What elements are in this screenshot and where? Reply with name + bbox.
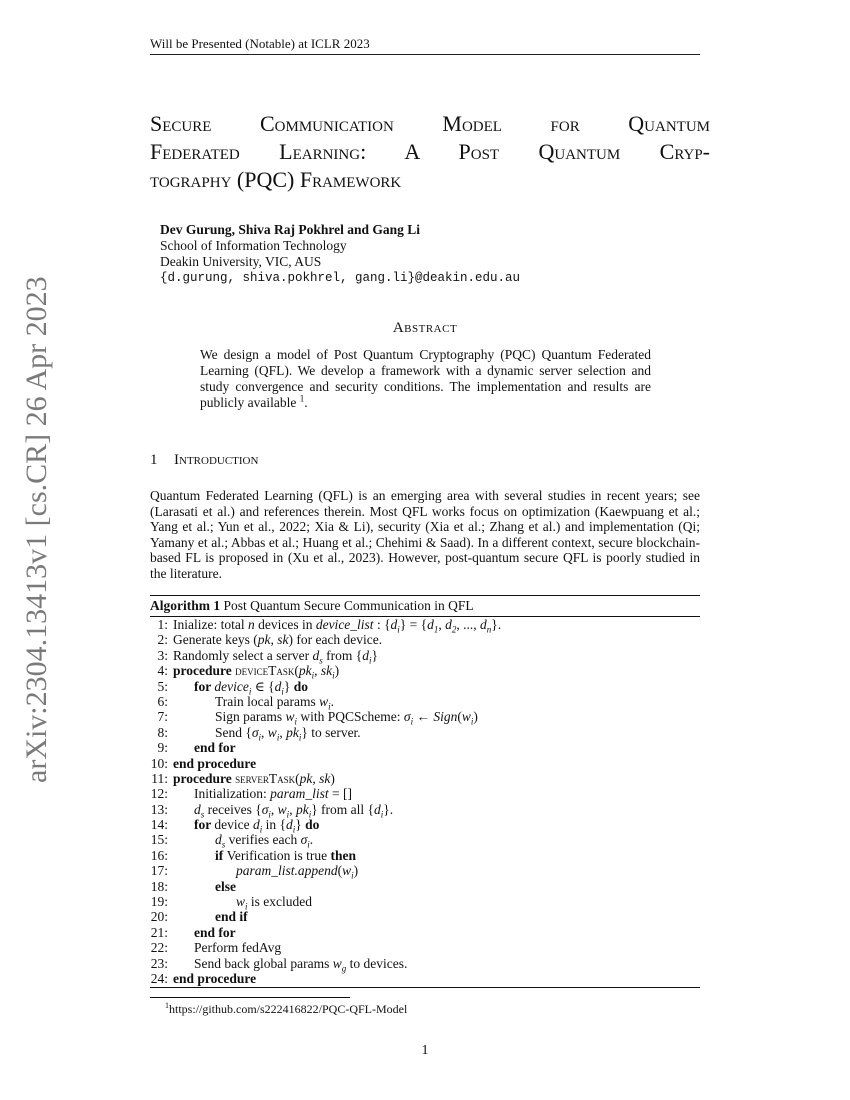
running-header: Will be Presented (Notable) at ICLR 2023 (150, 36, 370, 51)
introduction-paragraph: Quantum Federated Learning (QFL) is an emerging area with several studies in recent years; see (Larasati et al.) and references therein. Most QFL works focus on optimization (Kaewpuang et al.; Yang et al.; Yun et al., 2022; Xia & Li), security (Xia et al.; Zhang et al.) and implementation (Qi; Yamany et al.; Abbas et al.; Huang et al.; Chehimi & Saad). In a different context, secure blockchain-based FL is proposed in (Xu et al., 2023). However, post-quantum secure QFL is poorly studied in the literature. (150, 488, 700, 581)
algorithm-bottom-rule (150, 987, 700, 988)
algorithm-top-rule (150, 595, 700, 596)
author-affiliation: School of Information Technology (160, 238, 347, 253)
algorithm-line-number: 12: (150, 786, 168, 802)
footnote (165, 1002, 407, 1017)
page-number: 1 (421, 1043, 429, 1058)
algorithm-line-number: 22: (150, 940, 168, 956)
algorithm-line-number: 4: (157, 663, 168, 679)
algorithm-line-text: else (215, 878, 236, 894)
algorithm-line (150, 786, 700, 801)
algorithm-line-number: 8: (157, 724, 168, 740)
algorithm-line-text: Inialize: total n devices in device_list : $\{d_i\} = \{d_1$, $d_2$, ..., $d_n$}. (173, 617, 502, 635)
algorithm-line-text: $d_s$ receives {$\sigma_i$, $w_i$, $pk_i$} from all $\{d_i\}$. (194, 801, 394, 820)
algorithm-line-number: 11: (151, 770, 168, 786)
algorithm-line-number: 9: (157, 740, 168, 756)
title-line: Secure Communication Model for Quantum (150, 111, 710, 136)
algorithm-caption-text: Post Quantum Secure Communication in QFL (223, 598, 474, 613)
algorithm-line-text: Sign params $w_i$ with PQCScheme: $\sigma_i$ ← $Sign(w_i)$ (215, 709, 478, 728)
algorithm-line (150, 863, 700, 881)
algorithm-body (150, 617, 700, 986)
algorithm-line (150, 693, 700, 712)
algorithm-line-text: for device$_i$ ∈ $\{d_i\}$ do (194, 678, 308, 697)
paper-title (150, 110, 710, 194)
footnote-marker[interactable]: 1 (299, 393, 305, 404)
footnote-mark: 1 (165, 1001, 169, 1010)
algorithm-line-text: end procedure (173, 755, 257, 771)
algorithm-line-text: Perform fedAvg (194, 940, 282, 956)
algorithm-line-text: procedure $deviceTask(pk_i$, $sk_i$) (173, 663, 340, 681)
algorithm-line (150, 955, 700, 974)
algorithm-caption (150, 598, 474, 614)
algorithm-line (150, 894, 700, 912)
algorithm-line-text: end for (194, 924, 236, 940)
algorithm-line-text: end for (194, 740, 236, 756)
algorithm-line-text: Send {$\sigma_i$, $w_i$, $pk_i$} to server. (215, 724, 361, 743)
algorithm-line (150, 678, 700, 697)
algorithm-line-number: 24: (150, 970, 168, 986)
algorithm-line-text: if Verification is true then (215, 847, 356, 863)
header-rule (150, 54, 700, 55)
algorithm-line-number: 19: (150, 894, 168, 910)
footnote-rule (150, 997, 350, 998)
algorithm-line-text: Initialization: param_list = [] (194, 786, 352, 802)
abstract-heading: Abstract (392, 320, 458, 336)
algorithm-line (150, 709, 700, 728)
algorithm-line (150, 848, 700, 863)
algorithm-line-number: 21: (150, 924, 168, 940)
algorithm-line-text: Generate keys (pk, sk) for each device. (173, 632, 383, 648)
algorithm-line (150, 617, 700, 635)
algorithm-line-number: 13: (150, 801, 168, 817)
algorithm-line (150, 740, 700, 755)
abstract-text: We design a model of Post Quantum Cryptography (PQC) Quantum Federated Learning (QFL). We develop a framework with a dynamic server selection and study convergence and security conditions. The implementation and results are publicly available (200, 347, 651, 410)
section-title: Introduction (174, 452, 259, 468)
algorithm-line (150, 632, 700, 647)
algorithm-line-text: procedure serverTask(pk, sk) (173, 770, 335, 786)
algorithm-line (150, 925, 700, 940)
algorithm-line (150, 817, 700, 835)
algorithm-line-number: 5: (157, 678, 168, 694)
algorithm-line-text: end if (215, 909, 248, 925)
algorithm-line (150, 801, 700, 820)
algorithm-line-text: Send back global params $w_g$ to devices. (194, 955, 408, 974)
section-number: 1 (150, 452, 158, 468)
algorithm-line-text: $w_i$ is excluded (236, 894, 313, 912)
title-line: Federated Learning: A Post Quantum Cryp- (150, 139, 710, 164)
algorithm-line-number: 2: (157, 632, 168, 648)
algorithm-line-number: 17: (150, 863, 168, 879)
algorithm-line (150, 971, 700, 986)
algorithm-line-number: 18: (150, 878, 168, 894)
algorithm-line-text: $d_s$ verifies each $\sigma_i$. (215, 832, 314, 851)
algorithm-line-number: 15: (150, 832, 168, 848)
algorithm-line (150, 647, 700, 666)
algorithm-line-number: 10: (150, 755, 168, 771)
arxiv-stamp: arXiv:2304.13413v1 [cs.CR] 26 Apr 2023 (20, 276, 53, 783)
abstract-body: We design a model of Post Quantum Cryptography (PQC) Quantum Federated Learning (QFL). We develop a framework with a dynamic server selection and study convergence and security conditions. The implementation and results are publicly available $^1$. (200, 347, 651, 410)
footnote-link[interactable]: https://github.com/s222416822/PQC-QFL-Model (169, 1002, 408, 1016)
algorithm-line-number: 3: (157, 647, 168, 663)
algorithm-line (150, 879, 700, 894)
algorithm-line-text: for device $d_i$ in $\{d_i\}$ do (194, 817, 320, 835)
author-institution: Deakin University, VIC, AUS (160, 254, 322, 269)
algorithm-line-number: 20: (150, 909, 168, 925)
algorithm-line-number: 1: (157, 617, 168, 632)
algorithm-line (150, 940, 700, 955)
author-names: Dev Gurung, Shiva Raj Pokhrel and Gang Li (160, 222, 421, 237)
algorithm-line-text: $param\_list.append(w_i)$ (236, 863, 359, 881)
algorithm-line (150, 909, 700, 924)
section-heading-introduction (150, 452, 258, 469)
algorithm-label: Algorithm 1 (150, 598, 221, 613)
algorithm-line (150, 832, 700, 851)
algorithm-line (150, 756, 700, 771)
author-block (160, 222, 520, 286)
algorithm-line (150, 663, 700, 681)
algorithm-line (150, 771, 700, 786)
algorithm-line-text: Randomly select a server $d_s$ from $\{d_i\}$ (173, 647, 378, 666)
title-line: tography (PQC) Framework (150, 167, 402, 192)
algorithm-line-text: Train local params $w_i$. (215, 693, 335, 712)
author-email: {d.gurung, shiva.pokhrel, gang.li}@deakin.edu.au (160, 271, 521, 285)
algorithm-line-number: 16: (150, 847, 168, 863)
algorithm-line-number: 7: (157, 709, 168, 725)
algorithm-line (150, 724, 700, 743)
algorithm-line-text: end procedure (173, 970, 257, 986)
algorithm-line-number: 6: (157, 693, 168, 709)
algorithm-line-number: 14: (150, 817, 168, 833)
algorithm-line-number: 23: (150, 955, 168, 971)
